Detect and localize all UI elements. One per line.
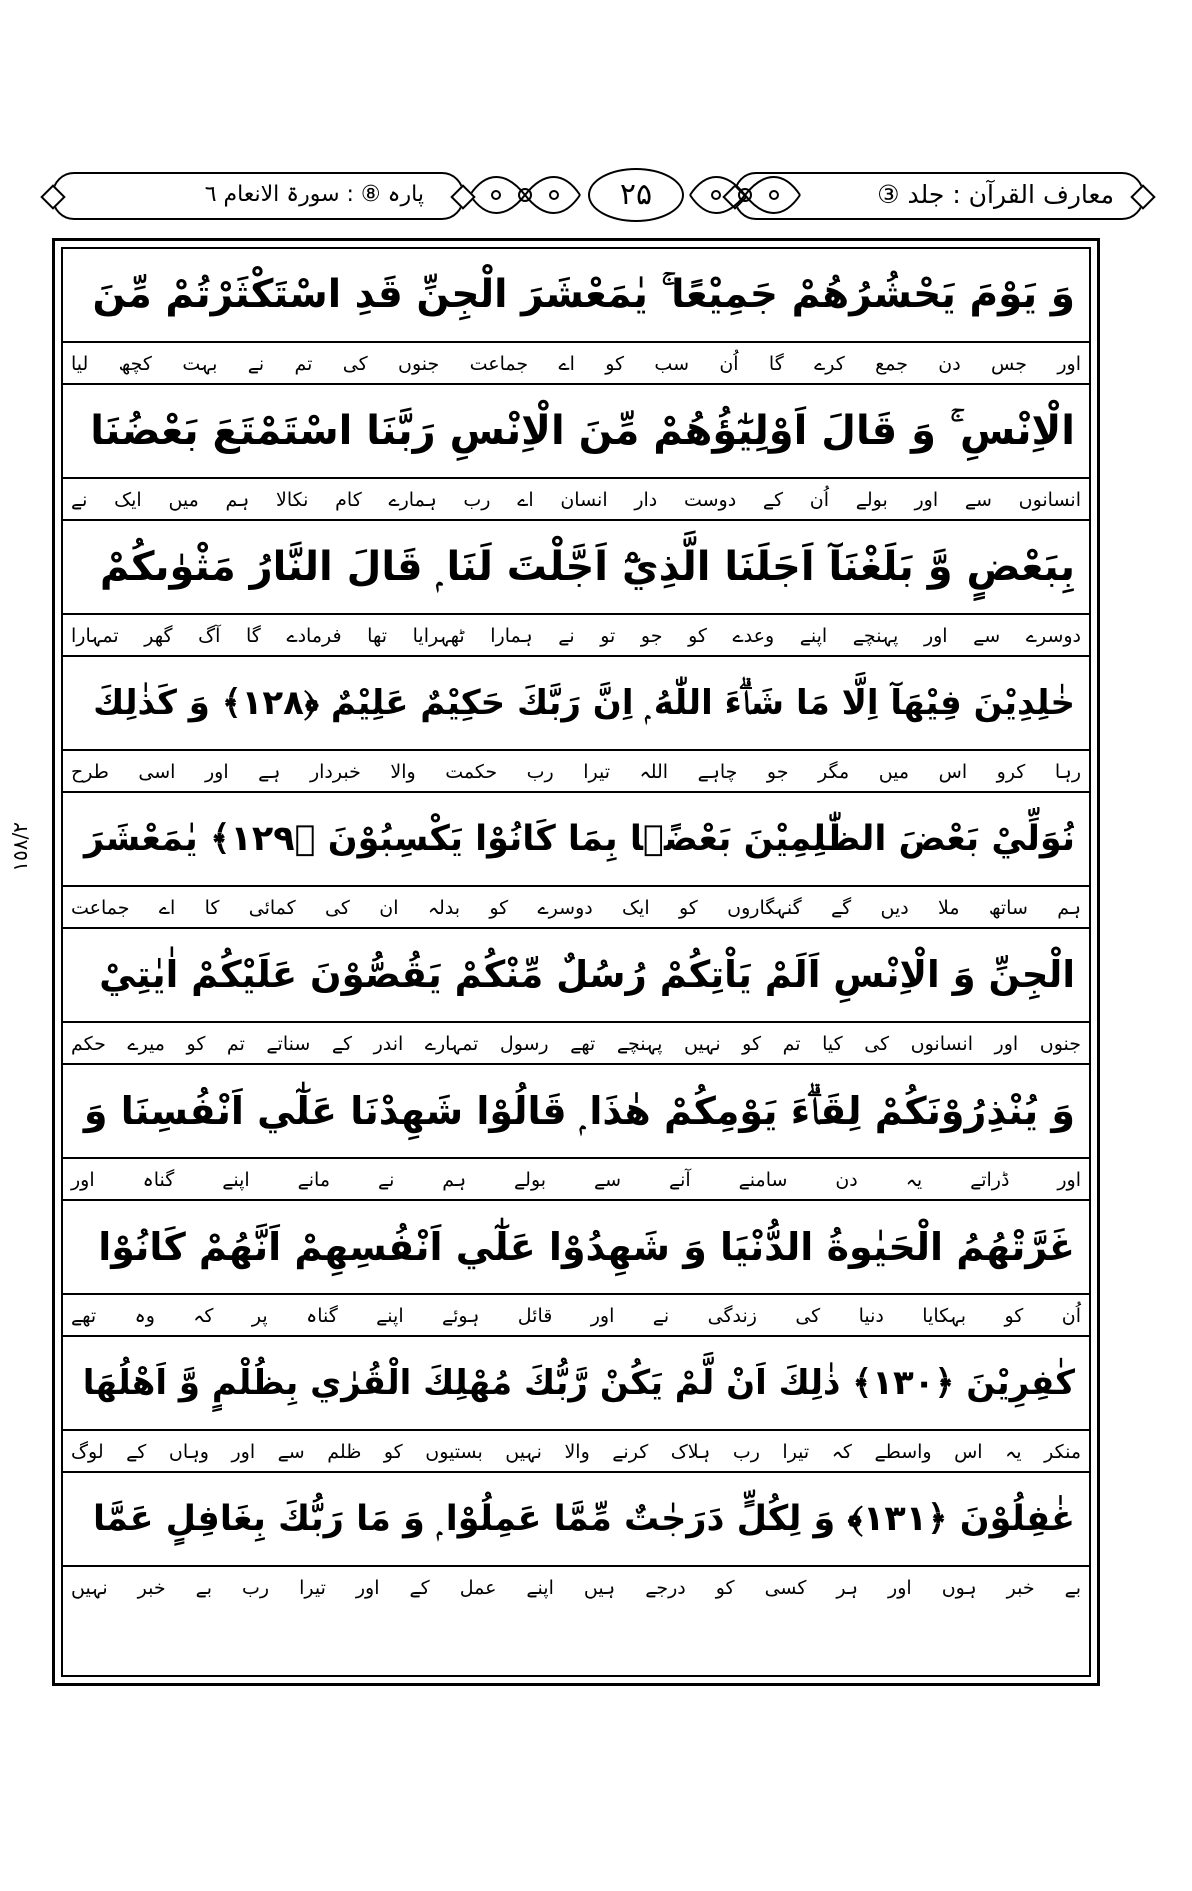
arabic-text: بِبَعْضٍ وَّ بَلَغْنَآ اَجَلَنَا الَّذِيْٓ اَجَّلْتَ لَنَا ۭ قَالَ النَّارُ مَثْوٰىكُمْ: [99, 544, 1075, 590]
urdu-translation: منکر یہ اس واسطے کہ تیرا رب ہلاک کرنے والا نہیں بستیوں کو ظلم سے اور وہاں کے لوگ: [71, 1441, 1081, 1463]
arabic-text: غٰفِلُوْنَ ﴿١٣١﴾ وَ لِكُلٍّ دَرَجٰتٌ مِّمَّا عَمِلُوْا ۭ وَ مَا رَبُّكَ بِغَافِلٍ عَمَّا: [92, 1499, 1075, 1539]
urdu-line: [63, 1567, 1089, 1609]
arabic-text: خٰلِدِيْنَ فِيْهَآ اِلَّا مَا شَاۗءَ اللّٰهُ ۭ اِنَّ رَبَّكَ حَكِيْمٌ عَلِيْمٌ ﴿١٢٨﴾ وَ كَذٰلِكَ: [93, 683, 1075, 723]
urdu-translation: اور جس دن جمع کرے گا اُن سب کو اے جماعت جنوں کی تم نے بہت کچھ لیا: [71, 353, 1081, 375]
text-frame: [52, 238, 1100, 1686]
urdu-line: [63, 1295, 1089, 1337]
book-title: معارف القرآن : جلد ③: [877, 180, 1114, 209]
urdu-translation: دوسرے سے اور پہنچے اپنے وعدے کو جو تو نے ہمارا ٹھہرایا تھا فرمادے گا آگ گھر تمہارا: [71, 625, 1081, 647]
arabic-text: وَ يُنْذِرُوْنَكُمْ لِقَاۗءَ يَوْمِكُمْ هٰذَا ۭ قَالُوْا شَهِدْنَا عَلٰٓي اَنْفُسِنَا وَ: [83, 1089, 1075, 1133]
urdu-line: [63, 1431, 1089, 1473]
urdu-line: [63, 615, 1089, 657]
arabic-line: [63, 521, 1089, 615]
floral-ornament-icon: [686, 166, 804, 224]
arabic-text: كٰفِرِيْنَ ﴿١٣٠﴾ ذٰلِكَ اَنْ لَّمْ يَكُنْ رَّبُّكَ مُهْلِكَ الْقُرٰي بِظُلْمٍ وَّ اَهْلُهَا: [82, 1363, 1075, 1403]
urdu-line: [63, 1159, 1089, 1201]
urdu-translation: انسانوں سے اور بولے اُن کے دوست دار انسان اے رب ہمارے کام نکالا ہم میں ایک نے: [71, 489, 1081, 511]
arabic-line: [63, 1473, 1089, 1567]
arabic-text: نُوَلِّيْ بَعْضَ الظّٰلِمِيْنَ بَعْضًۢا بِمَا كَانُوْا يَكْسِبُوْنَ ﴿١٢٩﴾ يٰمَعْشَرَ: [84, 819, 1075, 859]
arabic-text: الْجِنِّ وَ الْاِنْسِ اَلَمْ يَاْتِكُمْ رُسُلٌ مِّنْكُمْ يَقُصُّوْنَ عَلَيْكُمْ اٰيٰتِيْ: [99, 953, 1075, 996]
urdu-line: [63, 751, 1089, 793]
arabic-line: [63, 385, 1089, 479]
arabic-line: [63, 793, 1089, 887]
urdu-line: [63, 887, 1089, 929]
para-surah-info: پارہ ⑧ : سورۃ الانعام ٦: [204, 182, 424, 207]
arabic-text: غَرَّتْهُمُ الْحَيٰوةُ الدُّنْيَا وَ شَهِدُوْا عَلٰٓي اَنْفُسِهِمْ اَنَّهُمْ كَانُوْا: [98, 1225, 1075, 1269]
urdu-translation: اور ڈراتے یہ دن سامنے آنے سے بولے ہم نے مانے اپنے گناہ اور: [71, 1169, 1081, 1191]
urdu-line: [63, 1023, 1089, 1065]
urdu-translation: رہا کرو اس میں مگر جو چاہے اللہ تیرا رب حکمت والا خبردار ہے اور اسی طرح: [71, 761, 1081, 783]
arabic-line: [63, 657, 1089, 751]
text-frame-inner: [61, 247, 1091, 1677]
urdu-line: [63, 343, 1089, 385]
urdu-translation: ہم ساتھ ملا دیں گے گنہگاروں کو ایک دوسرے کو بدلہ ان کی کمائی کا اے جماعت: [71, 897, 1081, 919]
arabic-line: [63, 249, 1089, 343]
urdu-line: [63, 479, 1089, 521]
arabic-line: [63, 1201, 1089, 1295]
urdu-translation: جنوں اور انسانوں کی کیا تم کو نہیں پہنچے تھے رسول تمہارے اندر کے سناتے تم کو میرے حکم: [71, 1033, 1081, 1055]
arabic-line: [63, 1337, 1089, 1431]
page-number: ۲۵: [588, 168, 684, 222]
arabic-line: [63, 929, 1089, 1023]
urdu-translation: بے خبر ہوں اور ہر کسی کو درجے ہیں اپنے عمل کے اور تیرا رب بے خبر نہیں: [71, 1577, 1081, 1599]
surah-info-box: [52, 172, 464, 220]
urdu-translation: اُن کو بہکایا دنیا کی زندگی نے اور قائل ہوئے اپنے گناہ پر کہ وہ تھے: [71, 1305, 1081, 1327]
arabic-line: [63, 1065, 1089, 1159]
arabic-text: الْاِنْسِ ۚ وَ قَالَ اَوْلِيٰٓؤُهُمْ مِّنَ الْاِنْسِ رَبَّنَا اسْتَمْتَعَ بَعْضُنَا: [90, 408, 1075, 454]
floral-ornament-icon: [466, 166, 584, 224]
arabic-text: وَ يَوْمَ يَحْشُرُهُمْ جَمِيْعًا ۚ يٰمَعْشَرَ الْجِنِّ قَدِ اسْتَكْثَرْتُمْ مِّنَ: [92, 272, 1075, 317]
margin-note: ١٥٨/٢: [8, 822, 32, 872]
page-header: [40, 162, 1152, 228]
